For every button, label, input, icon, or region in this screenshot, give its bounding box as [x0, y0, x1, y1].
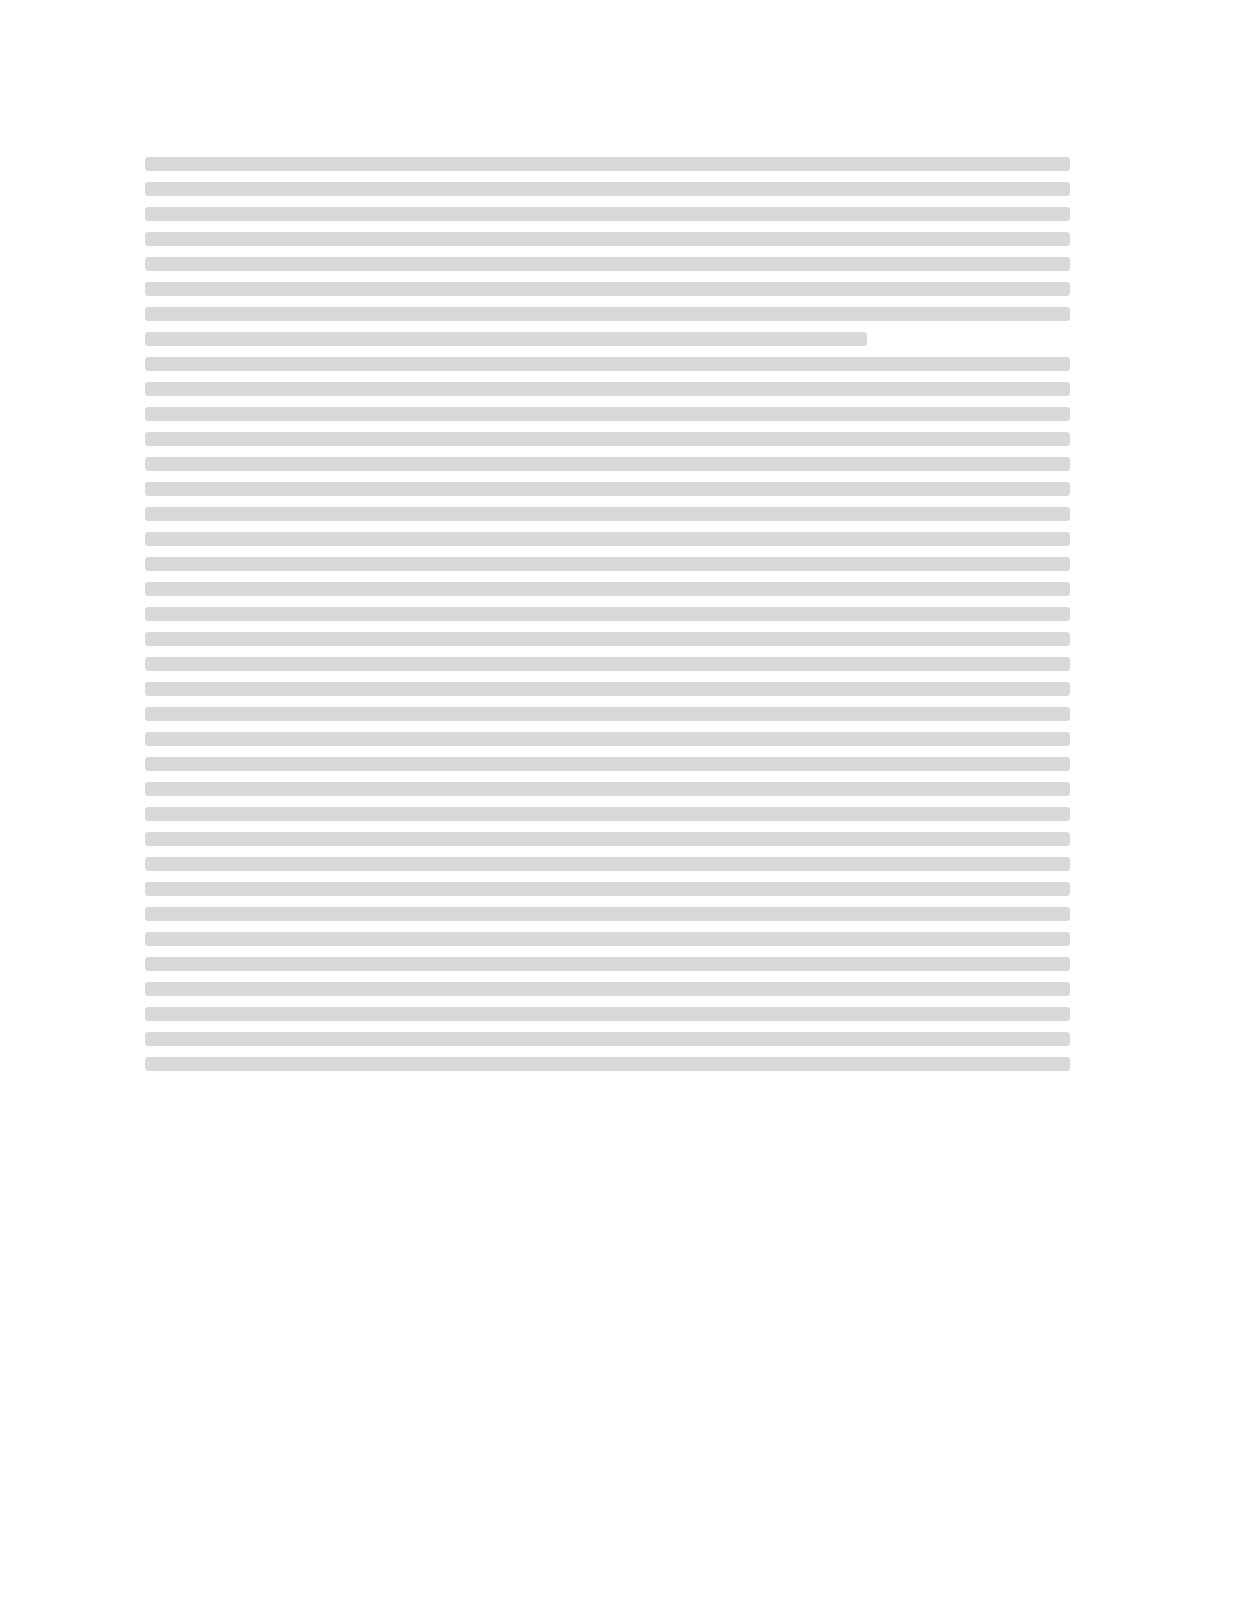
text-line-placeholder: [145, 882, 1070, 896]
text-line-placeholder: [145, 832, 1070, 846]
text-line-placeholder: [145, 782, 1070, 796]
text-line-placeholder: [145, 532, 1070, 546]
text-line-placeholder: [145, 982, 1070, 996]
text-line-placeholder: [145, 907, 1070, 921]
text-line-placeholder: [145, 1032, 1070, 1046]
text-line-placeholder: [145, 807, 1070, 821]
text-line-placeholder: [145, 357, 1070, 371]
text-line-placeholder: [145, 657, 1070, 671]
text-line-placeholder: [145, 732, 1070, 746]
text-line-placeholder: [145, 632, 1070, 646]
text-line-placeholder: [145, 682, 1070, 696]
text-line-placeholder: [145, 957, 1070, 971]
text-line-placeholder: [145, 407, 1070, 421]
text-line-placeholder: [145, 157, 1070, 171]
text-line-placeholder: [145, 757, 1070, 771]
text-line-placeholder: [145, 182, 1070, 196]
text-line-placeholder: [145, 207, 1070, 221]
text-line-placeholder: [145, 507, 1070, 521]
text-line-placeholder: [145, 707, 1070, 721]
text-line-placeholder: [145, 382, 1070, 396]
text-line-placeholder: [145, 932, 1070, 946]
text-line-placeholder: [145, 457, 1070, 471]
text-line-placeholder: [145, 557, 1070, 571]
text-line-placeholder: [145, 582, 1070, 596]
text-line-placeholder: [145, 482, 1070, 496]
text-line-placeholder: [145, 282, 1070, 296]
text-line-placeholder: [145, 1007, 1070, 1021]
text-line-placeholder: [145, 432, 1070, 446]
text-line-placeholder: [145, 607, 1070, 621]
text-line-placeholder: [145, 257, 1070, 271]
text-line-placeholder: [145, 1057, 1070, 1071]
text-line-placeholder: [145, 307, 1070, 321]
text-line-placeholder: [145, 857, 1070, 871]
text-line-placeholder: [145, 232, 1070, 246]
document-body: [145, 146, 1070, 1082]
text-line-placeholder: [145, 332, 867, 346]
